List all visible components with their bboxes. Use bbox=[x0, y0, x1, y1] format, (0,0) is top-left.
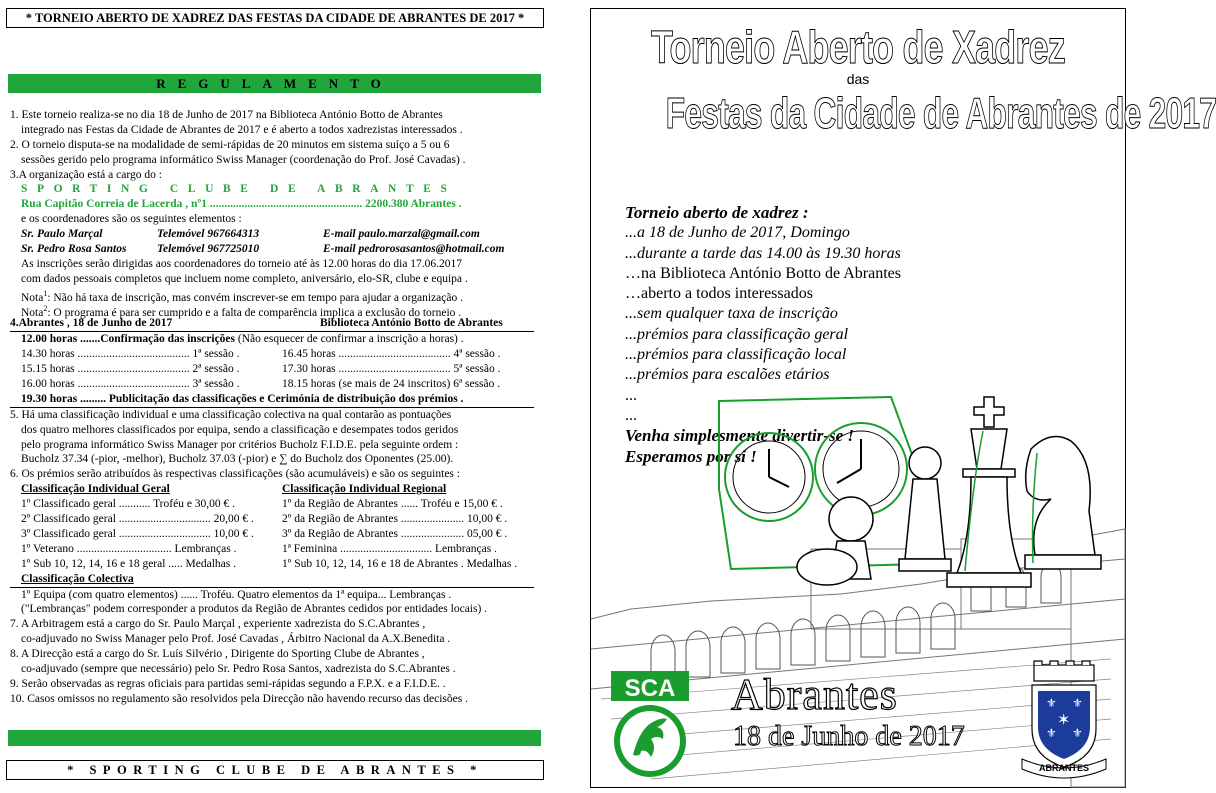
note-1-text: : Não há taxa de inscrição, mas convém inscrever-se em tempo para ajudar a organização . bbox=[47, 291, 463, 304]
session-row-1 bbox=[10, 347, 534, 362]
collective-header: Classificação Colectiva bbox=[21, 572, 134, 585]
top-title-box: * TORNEIO ABERTO DE XADREZ DAS FESTAS DA CIDADE DE ABRANTES DE 2017 * bbox=[6, 8, 544, 28]
youth-regional-prize: 1º Sub 10, 12, 14, 16 e 18 de Abrantes . Medalhas . bbox=[282, 557, 518, 570]
event-date-art: 18 de Junho de 2017 bbox=[733, 721, 965, 752]
coat-of-arms-label: ABRANTES bbox=[1038, 763, 1090, 773]
svg-text:⚜: ⚜ bbox=[1046, 726, 1057, 740]
general-prize-2: 2º Classificado geral ................................ 20,00 € . bbox=[21, 513, 254, 526]
veteran-prize: 1º Veterano ................................. Lembranças . bbox=[21, 542, 237, 555]
coordinator-1-name: Sr. Paulo Marçal bbox=[21, 228, 103, 241]
svg-text:⚜: ⚜ bbox=[1072, 726, 1083, 740]
session-row-2 bbox=[10, 362, 534, 377]
female-prize: 1ª Feminina ................................ Lembranças . bbox=[282, 542, 497, 555]
item-2-line-2: sessões gerido pelo programa informático Swiss Manager (coordenação do Prof. José Cavadas) . bbox=[21, 153, 466, 166]
item-1-line-2: integrado nas Festas da Cidade de Abrantes de 2017 e é aberto a todos xadrezistas interessados . bbox=[21, 123, 463, 136]
item-8-line-2: co-adjuvado (sempre que necessário) pelo Sr. Pedro Rosa Santos, xadrezista do S.C.Abrantes . bbox=[21, 662, 456, 675]
coordinator-2-email[interactable]: E-mail pedrorosasantos@hotmail.com bbox=[323, 243, 505, 256]
info-line-9: ...prémios para escalões etários bbox=[625, 366, 830, 384]
coordinator-1-phone: Telemóvel 967664313 bbox=[157, 228, 260, 241]
item-4-header bbox=[10, 316, 534, 332]
prize-row-1 bbox=[10, 497, 534, 512]
svg-text:✶: ✶ bbox=[1057, 710, 1071, 729]
footer-box: * SPORTING CLUBE DE ABRANTES * bbox=[6, 760, 544, 780]
note-1 bbox=[10, 287, 534, 302]
coordinator-2 bbox=[10, 242, 534, 257]
note-2 bbox=[10, 302, 534, 317]
item-2-line-1: 2. O torneio disputa-se na modalidade de semi-rápidas de 20 minutos em sistema suíço a 5 ou 6 bbox=[10, 138, 450, 151]
item-7-line-1: 7. A Arbitragem está a cargo do Sr. Paulo Marçal , experiente xadrezista do S.C.Abrantes , bbox=[10, 618, 426, 631]
regional-prize-2: 2º da Região de Abrantes ...................... 10,00 € . bbox=[282, 513, 508, 526]
collective-note: ("Lembranças" podem corresponder a produtos da Região de Abrantes cedidos por entidades locais) . bbox=[21, 603, 488, 616]
svg-text:⚜: ⚜ bbox=[1072, 696, 1083, 710]
item-5-line-1: 5. Há uma classificação individual e uma classificação colectiva na qual contarão as pontuações bbox=[10, 408, 452, 421]
publication-line: 19.30 horas ......... Publicitação das classificações e Cerimónia de distribuição dos prémios . bbox=[10, 392, 534, 408]
confirmation-line bbox=[10, 332, 534, 347]
info-line-10: ... bbox=[625, 386, 637, 404]
confirmation-note: (Não esquecer de confirmar a inscrição a horas) . bbox=[235, 333, 464, 346]
abrantes-coat-of-arms bbox=[1016, 659, 1112, 777]
prize-row-2 bbox=[10, 512, 534, 527]
note-2-text: : O programa é para ser cumprido e a falta de comparência implica a exclusão do torneio . bbox=[47, 306, 462, 319]
item-7-line-2: co-adjuvado no Swiss Manager pelo Prof. José Cavadas , Árbitro Nacional da A.X.Benedita . bbox=[21, 633, 451, 646]
session-4: 16.45 horas ....................................... 4ª sessão . bbox=[282, 348, 501, 361]
info-line-6: ...sem qualquer taxa de inscrição bbox=[625, 305, 838, 323]
club-name: SPORTING CLUBE DE ABRANTES bbox=[21, 183, 457, 196]
info-line-13: Esperamos por si ! bbox=[625, 446, 757, 466]
item-4-venue: Biblioteca António Botto de Abrantes bbox=[320, 317, 503, 330]
general-prize-3: 3º Classificado geral ................................ 10,00 € . bbox=[21, 527, 254, 540]
info-line-3: ...durante a tarde das 14.00 às 19.30 horas bbox=[625, 244, 901, 262]
confirmation-bold: 12.00 horas .......Confirmação das inscrições bbox=[21, 333, 236, 346]
note-1-sup: 1 bbox=[43, 288, 48, 298]
coordinators-intro: e os coordenadores são os seguintes elementos : bbox=[21, 213, 242, 226]
item-6-line: 6. Os prémios serão atribuídos às respectivas classificações (são acumuláveis) e são os seguintes : bbox=[10, 468, 460, 481]
individual-general-header: Classificação Individual Geral bbox=[21, 483, 170, 496]
city-name-art: Abrantes bbox=[731, 670, 898, 719]
svg-text:⚜: ⚜ bbox=[1046, 696, 1057, 710]
note-2-sup: 2 bbox=[43, 303, 48, 313]
info-line-5: …aberto a todos interessados bbox=[625, 285, 813, 303]
note-1-label: Nota bbox=[21, 291, 44, 304]
regional-prize-1: 1º da Região de Abrantes ...... Troféu e 15,00 € . bbox=[282, 498, 503, 511]
youth-general-prize: 1º Sub 10, 12, 14, 16 e 18 geral ..... Medalhas . bbox=[21, 557, 237, 570]
regulation-page bbox=[0, 0, 548, 793]
classification-headers bbox=[10, 482, 534, 497]
poster-page bbox=[590, 8, 1216, 788]
info-line-7: ...prémios para classificação geral bbox=[625, 325, 849, 343]
regulamento-bar: REGULAMENTO bbox=[8, 74, 541, 93]
coordinator-1-email[interactable]: E-mail paulo.marzal@gmail.com bbox=[323, 228, 480, 241]
item-5-line-4: Bucholz 37.34 (-pior, -melhor), Bucholz 37.03 (-pior) e ∑ do Bucholz dos Oponentes (25.00). bbox=[21, 453, 454, 466]
item-3-line-1: 3.A organização está a cargo do : bbox=[10, 168, 162, 181]
regulation-content bbox=[10, 108, 534, 707]
club-address: Rua Capitão Correia de Lacerda , nº1 ..................................................... 2200.380 Abrantes . bbox=[21, 198, 462, 211]
item-5-line-3: pelo programa informático Swiss Manager por critérios Bucholz F.I.D.E. pela seguinte ordem : bbox=[21, 438, 459, 451]
session-2: 15.15 horas ....................................... 2ª sessão . bbox=[21, 363, 240, 376]
info-line-12: Venha simplesmente divertir-se ! bbox=[625, 426, 855, 446]
item-5-line-2: dos quatro melhores classificados por equipa, sendo a classificação e desempates todos geridos bbox=[21, 423, 459, 436]
item-4-date: 4.Abrantes , 18 de Junho de 2017 bbox=[10, 317, 173, 330]
session-1: 14.30 horas ....................................... 1ª sessão . bbox=[21, 348, 240, 361]
session-3: 16.00 horas ....................................... 3ª sessão . bbox=[21, 378, 240, 391]
prize-row-5 bbox=[10, 557, 534, 572]
sca-letters: SCA bbox=[624, 675, 676, 702]
info-line-2: ...a 18 de Junho de 2017, Domingo bbox=[625, 224, 850, 242]
coordinator-2-phone: Telemóvel 967725010 bbox=[157, 243, 260, 256]
inscription-line-1: As inscrições serão dirigidas aos coordenadores do torneio até às 12.00 horas do dia 17.06.2017 bbox=[21, 257, 463, 270]
inscription-line-2: com dados pessoais completos que incluem nome completo, aniversário, elo-SR, clube e equipa . bbox=[21, 272, 468, 285]
session-row-3 bbox=[10, 377, 534, 392]
collective-prize: 1º Equipa (com quatro elementos) ...... Troféu. Quatro elementos da 1ª equipa... Lembranças . bbox=[10, 587, 534, 603]
item-9-line: 9. Serão observadas as regras oficiais para partidas semi-rápidas segundo a F.P.X. e a F.I.D.E. . bbox=[10, 677, 446, 690]
poster-title-line-1: Torneio Aberto de Xadrez bbox=[651, 21, 1065, 73]
info-line-11: ... bbox=[625, 406, 637, 424]
item-10-line: 10. Casos omissos no regulamento são resolvidos pela Direcção não havendo recurso das decisões . bbox=[10, 692, 468, 705]
info-line-8: ...prémios para classificação local bbox=[625, 346, 847, 364]
sca-club-emblem bbox=[609, 669, 691, 779]
coordinator-2-name: Sr. Pedro Rosa Santos bbox=[21, 243, 127, 256]
general-prize-1: 1º Classificado geral ........... Troféu e 30,00 € . bbox=[21, 498, 236, 511]
session-6: 18.15 horas (se mais de 24 inscritos) 6ª sessão . bbox=[282, 378, 501, 391]
prize-row-3 bbox=[10, 527, 534, 542]
coordinator-1 bbox=[10, 227, 534, 242]
info-line-1: Torneio aberto de xadrez : bbox=[625, 203, 809, 222]
session-5: 17.30 horas ....................................... 5ª sessão . bbox=[282, 363, 501, 376]
item-8-line-1: 8. A Direcção está a cargo do Sr. Luís Silvério , Dirigente do Sporting Clube de Abrantes , bbox=[10, 648, 425, 661]
item-1-line-1: 1. Este torneio realiza-se no dia 18 de Junho de 2017 na Biblioteca António Botto de Abrantes bbox=[10, 109, 443, 121]
individual-regional-header: Classificação Individual Regional bbox=[282, 483, 447, 496]
bottom-green-bar bbox=[8, 730, 541, 746]
prize-row-4 bbox=[10, 542, 534, 557]
poster-title-das: das bbox=[846, 71, 870, 87]
info-line-4: …na Biblioteca António Botto de Abrantes bbox=[625, 264, 901, 282]
poster-title-line-2: Festas da Cidade de Abrantes de 2017 bbox=[665, 89, 1216, 138]
note-2-label: Nota bbox=[21, 306, 44, 319]
regional-prize-3: 3º da Região de Abrantes ...................... 05,00 € . bbox=[282, 527, 508, 540]
